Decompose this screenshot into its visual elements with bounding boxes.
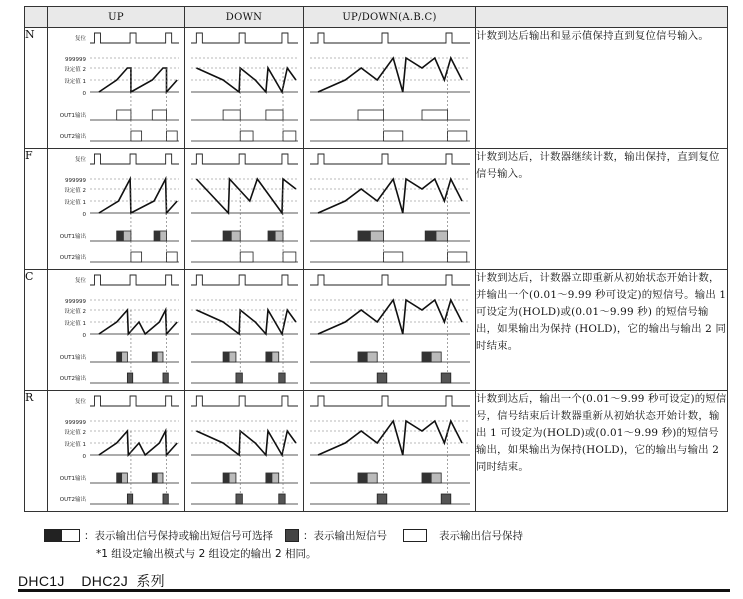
waveform-down xyxy=(185,270,304,391)
legend-hold-text: 表示输出信号保持 xyxy=(439,530,523,542)
timing-diagram xyxy=(48,28,185,148)
out1-pulse-fill xyxy=(358,473,368,483)
waveform-group xyxy=(191,396,298,504)
mode-description: 计数到达后，输出一个(0.01～9.99 秒可设定)的短信号，信号结束后计数器重新从初始状态开始计数，输出 1 可设定为(HOLD)或(0.01～9.99 秒)的短信号输出，如果输出为保持(HOLD)，它的输出与输出 2 同时结束。 xyxy=(476,391,728,512)
out1-pulse xyxy=(422,110,448,120)
count-curve xyxy=(99,179,177,213)
timing-diagram xyxy=(48,270,185,390)
mode-row xyxy=(25,149,728,270)
timing-diagram xyxy=(185,391,304,511)
axis-label-set1: 设定值 1 xyxy=(64,200,86,206)
axis-label-set2: 设定值 2 xyxy=(64,188,86,194)
axis-label-zero: 0 xyxy=(82,454,86,460)
hold-signal-swatch xyxy=(403,529,427,542)
waveform-group xyxy=(310,396,470,504)
mode-label: R xyxy=(25,391,48,512)
reset-signal xyxy=(191,33,298,43)
out1-pulse-fill xyxy=(422,473,432,483)
axis-label-out1: OUT1输出 xyxy=(59,355,86,361)
legend xyxy=(44,528,523,561)
header-description xyxy=(476,7,728,28)
timing-diagram xyxy=(48,391,185,511)
count-curve xyxy=(318,421,462,455)
out1-pulse-fill xyxy=(266,473,272,483)
header-row xyxy=(25,7,728,28)
out1-pulse xyxy=(223,110,240,120)
axis-label-set1: 设定值 1 xyxy=(64,442,86,448)
out2-pulse xyxy=(384,252,403,262)
waveform-group xyxy=(191,154,298,262)
timing-diagram xyxy=(185,270,304,390)
out2-pulse xyxy=(236,494,242,504)
timing-diagram xyxy=(304,391,476,511)
header-updown: UP/DOWN(A.B.C) xyxy=(304,7,476,28)
out1-pulse xyxy=(152,110,166,120)
out2-pulse xyxy=(441,373,451,383)
axis-label-zero: 0 xyxy=(82,212,86,218)
out1-pulse xyxy=(117,110,131,120)
out2-pulse xyxy=(240,131,253,141)
out2-pulse xyxy=(283,131,296,141)
count-curve xyxy=(318,179,462,213)
out1-pulse-fill xyxy=(358,231,371,241)
waveform-updown xyxy=(304,149,476,270)
header-down: DOWN xyxy=(185,7,304,28)
mode-row xyxy=(25,28,728,149)
axis-label-reset: 复位 xyxy=(74,278,86,284)
axis-label-out2: OUT2输出 xyxy=(59,376,86,382)
out2-pulse xyxy=(384,131,403,141)
out1-pulse-fill xyxy=(152,352,157,362)
reset-signal xyxy=(310,396,470,406)
reset-signal xyxy=(191,154,298,164)
out1-pulse xyxy=(358,110,384,120)
waveform-updown xyxy=(304,270,476,391)
out2-pulse xyxy=(448,252,467,262)
out1-pulse-fill xyxy=(223,231,232,241)
out2-pulse xyxy=(279,494,285,504)
footer-rule xyxy=(18,589,730,592)
waveform-down xyxy=(185,28,304,149)
out2-pulse xyxy=(131,252,142,262)
out2-pulse xyxy=(283,252,296,262)
out1-pulse-fill xyxy=(266,352,272,362)
mode-description: 计数到达后输出和显示值保持直到复位信号输入。 xyxy=(476,28,728,149)
axis-label-set2: 设定值 2 xyxy=(64,67,86,73)
out2-pulse xyxy=(448,131,467,141)
axis-label-max: 999999 xyxy=(65,420,86,426)
axis-label-set2: 设定值 2 xyxy=(64,309,86,315)
axis-label-reset: 复位 xyxy=(74,157,86,163)
series-footer: DHC1J DHC2J 系列 xyxy=(18,573,165,589)
axis-label-max: 999999 xyxy=(65,299,86,305)
out1-pulse-fill xyxy=(117,473,122,483)
axis-label-out2: OUT2输出 xyxy=(59,497,86,503)
out2-pulse xyxy=(163,373,168,383)
reset-signal xyxy=(310,275,470,285)
reset-signal xyxy=(90,154,179,164)
timing-diagram xyxy=(185,28,304,148)
waveform-group xyxy=(60,275,179,383)
legend-note: *1 组设定输出模式与 2 组设定的输出 2 相同。 xyxy=(96,548,317,560)
reset-signal xyxy=(191,275,298,285)
out2-pulse xyxy=(441,494,451,504)
short-signal-swatch xyxy=(285,529,299,542)
mode-label: N xyxy=(25,28,48,149)
axis-label-out1: OUT1输出 xyxy=(59,234,86,240)
timing-diagram xyxy=(185,149,304,269)
axis-label-set2: 设定值 2 xyxy=(64,430,86,436)
waveform-up xyxy=(48,28,185,149)
waveform-group xyxy=(60,396,179,504)
waveform-updown xyxy=(304,28,476,149)
axis-label-reset: 复位 xyxy=(74,36,86,42)
count-curve xyxy=(318,58,462,92)
count-curve xyxy=(196,179,296,213)
legend-short-text: ：表示输出短信号 xyxy=(303,530,387,542)
axis-label-out1: OUT1输出 xyxy=(59,113,86,119)
out2-pulse xyxy=(127,373,132,383)
out2-pulse xyxy=(127,494,132,504)
axis-label-zero: 0 xyxy=(82,91,86,97)
mode-label: F xyxy=(25,149,48,270)
mode-label: C xyxy=(25,270,48,391)
waveform-up xyxy=(48,391,185,512)
mode-description: 计数到达后，计数器立即重新从初始状态开始计数，并输出一个(0.01～9.99 秒可设定)的短信号。输出 1 可设定为(HOLD)或(0.01～9.99 秒) 的短信号输出，如果输出为保持 (HOLD)，它的输出与输出 2 同时结束。 xyxy=(476,270,728,391)
reset-signal xyxy=(310,154,470,164)
out1-pulse-fill xyxy=(154,231,160,241)
select-output-swatch xyxy=(44,529,80,542)
out2-pulse xyxy=(377,494,387,504)
out1-pulse-fill xyxy=(425,231,436,241)
out2-pulse xyxy=(167,131,178,141)
timing-diagram xyxy=(304,270,476,390)
waveform-group xyxy=(310,33,470,141)
axis-label-set1: 设定值 1 xyxy=(64,321,86,327)
axis-label-reset: 复位 xyxy=(74,399,86,405)
out1-pulse-fill xyxy=(358,352,368,362)
mode-description: 计数到达后，计数器继续计数，输出保持，直到复位信号输入。 xyxy=(476,149,728,270)
out1-pulse-fill xyxy=(223,352,229,362)
out1-pulse-fill xyxy=(152,473,157,483)
out1-pulse-fill xyxy=(268,231,275,241)
out2-pulse xyxy=(279,373,285,383)
waveform-group xyxy=(310,154,470,262)
waveform-group xyxy=(191,33,298,141)
out2-pulse xyxy=(163,494,168,504)
output-mode-table xyxy=(24,6,728,512)
header-mode xyxy=(25,7,48,28)
waveform-group xyxy=(310,275,470,383)
axis-label-out2: OUT2输出 xyxy=(59,255,86,261)
out1-pulse xyxy=(266,110,283,120)
out2-pulse xyxy=(377,373,387,383)
waveform-group xyxy=(60,154,179,262)
waveform-group xyxy=(191,275,298,383)
axis-label-max: 999999 xyxy=(65,57,86,63)
reset-signal xyxy=(90,396,179,406)
header-up: UP xyxy=(48,7,185,28)
legend-select-text: ：表示输出信号保持或输出短信号可选择 xyxy=(84,530,273,542)
axis-label-set1: 设定值 1 xyxy=(64,79,86,85)
out1-pulse-fill xyxy=(422,352,432,362)
axis-label-max: 999999 xyxy=(65,178,86,184)
out1-pulse-fill xyxy=(223,473,229,483)
axis-label-out1: OUT1输出 xyxy=(59,476,86,482)
reset-signal xyxy=(90,33,179,43)
out1-pulse-fill xyxy=(117,352,122,362)
mode-row xyxy=(25,391,728,512)
timing-diagram xyxy=(304,149,476,269)
out2-pulse xyxy=(131,131,142,141)
mode-row xyxy=(25,270,728,391)
reset-signal xyxy=(191,396,298,406)
axis-label-zero: 0 xyxy=(82,333,86,339)
waveform-updown xyxy=(304,391,476,512)
timing-diagram xyxy=(304,28,476,148)
out2-pulse xyxy=(167,252,178,262)
out1-pulse-fill xyxy=(117,231,124,241)
axis-label-out2: OUT2输出 xyxy=(59,134,86,140)
reset-signal xyxy=(90,275,179,285)
reset-signal xyxy=(310,33,470,43)
waveform-down xyxy=(185,149,304,270)
waveform-up xyxy=(48,149,185,270)
out2-pulse xyxy=(240,252,253,262)
out2-pulse xyxy=(236,373,242,383)
waveform-up xyxy=(48,270,185,391)
count-curve xyxy=(318,300,462,334)
timing-diagram xyxy=(48,149,185,269)
waveform-down xyxy=(185,391,304,512)
waveform-group xyxy=(60,33,179,141)
